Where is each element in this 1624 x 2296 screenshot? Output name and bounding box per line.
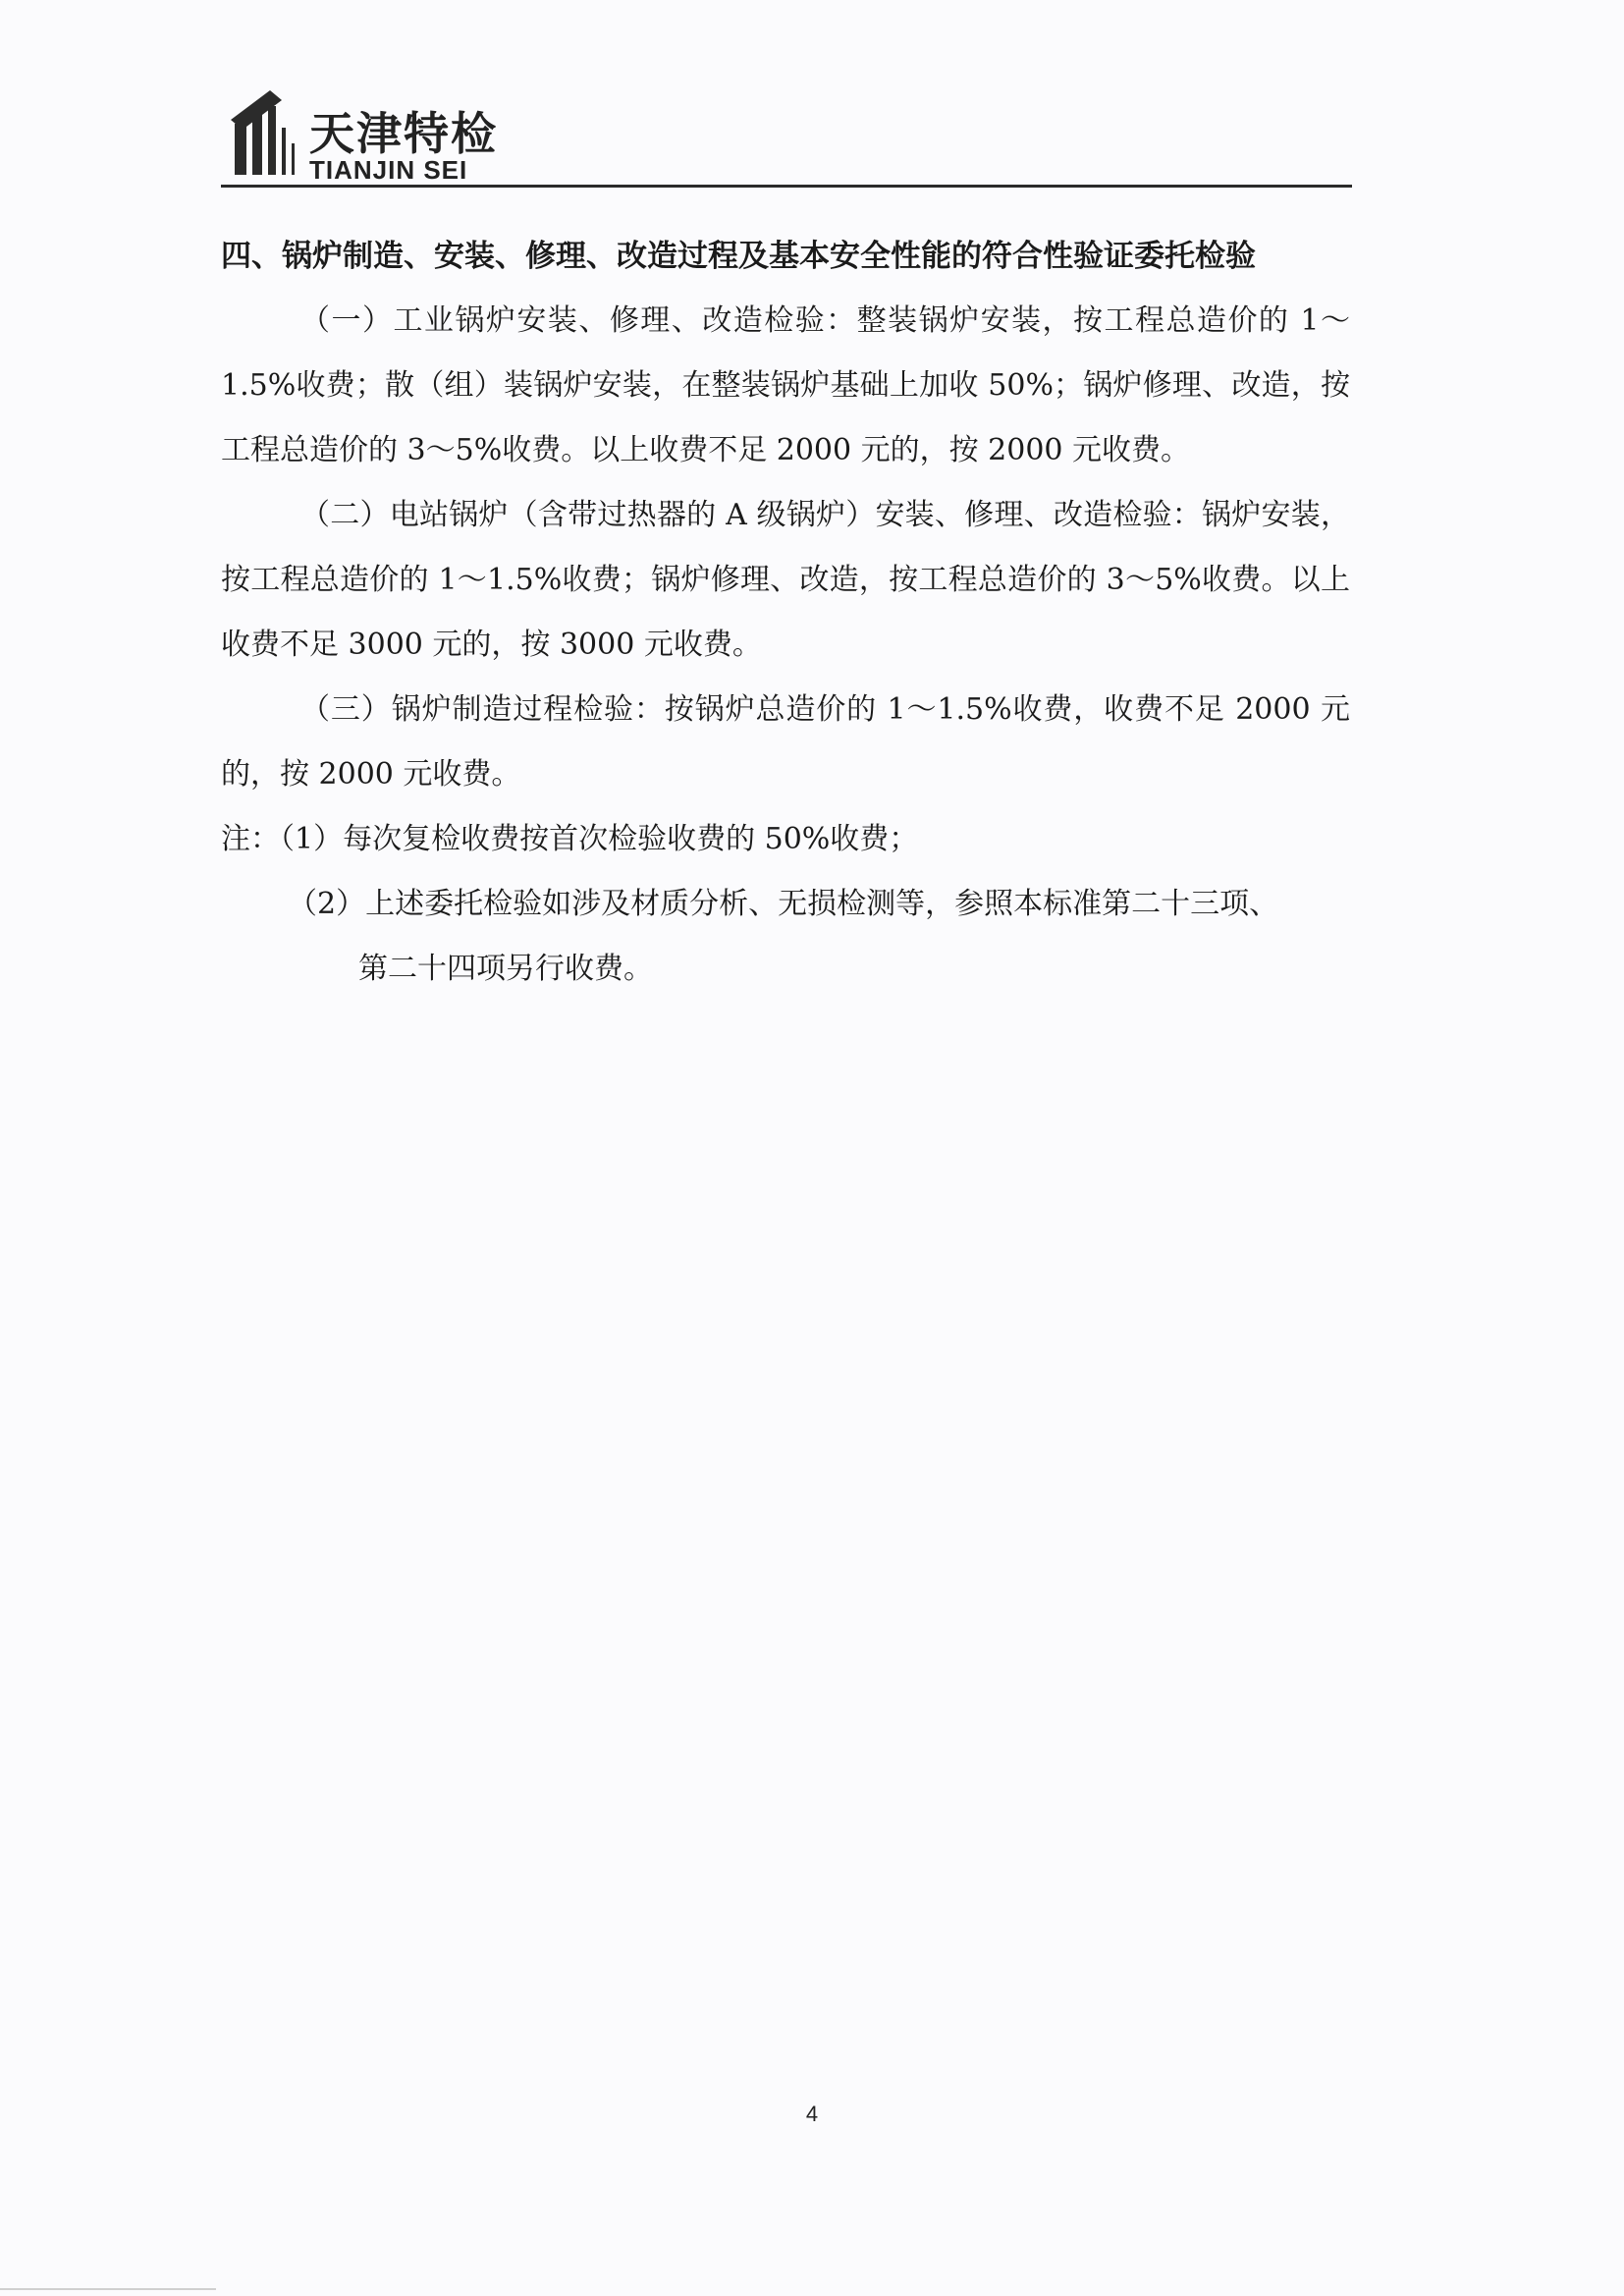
document-body — [221, 224, 1350, 1002]
note-2-continuation: 第二十四项另行收费。 — [358, 952, 653, 986]
section-title: 四、锅炉制造、安装、修理、改造过程及基本安全性能的符合性验证委托检验 — [221, 239, 1256, 274]
logo-english-name: TIANJIN SEI — [309, 155, 468, 185]
note-2: （2）上述委托检验如涉及材质分析、无损检测等，参照本标准第二十三项、 — [288, 887, 1279, 921]
logo-chinese-name: 天津特检 — [309, 107, 498, 160]
paragraph-industrial-boiler: （一）工业锅炉安装、修理、改造检验：整装锅炉安装，按工程总造价的 1～1.5%收费；散（组）装锅炉安装，在整装锅炉基础上加收 50%；锅炉修理、改造，按工程总造价的 3～5%收费。以上收费不足 2000 元的，按 2000 元收费。 — [221, 303, 1350, 467]
page-number: 4 — [805, 2102, 819, 2126]
page-header — [221, 79, 1350, 189]
note-1: 注：（1）每次复检收费按首次检验收费的 50%收费； — [221, 822, 919, 856]
tianjin-sei-logo-icon — [227, 84, 315, 181]
paragraph-boiler-manufacturing: （三）锅炉制造过程检验：按锅炉总造价的 1～1.5%收费，收费不足 2000 元的，按 2000 元收费。 — [221, 692, 1350, 792]
paragraph-power-station-boiler: （二）电站锅炉（含带过热器的 A 级锅炉）安装、修理、改造检验：锅炉安装，按工程总造价的 1～1.5%收费；锅炉修理、改造，按工程总造价的 3～5%收费。以上收费不足 3000 元的，按 3000 元收费。 — [221, 498, 1350, 662]
header-divider — [221, 185, 1352, 188]
footer-divider — [0, 2288, 216, 2290]
